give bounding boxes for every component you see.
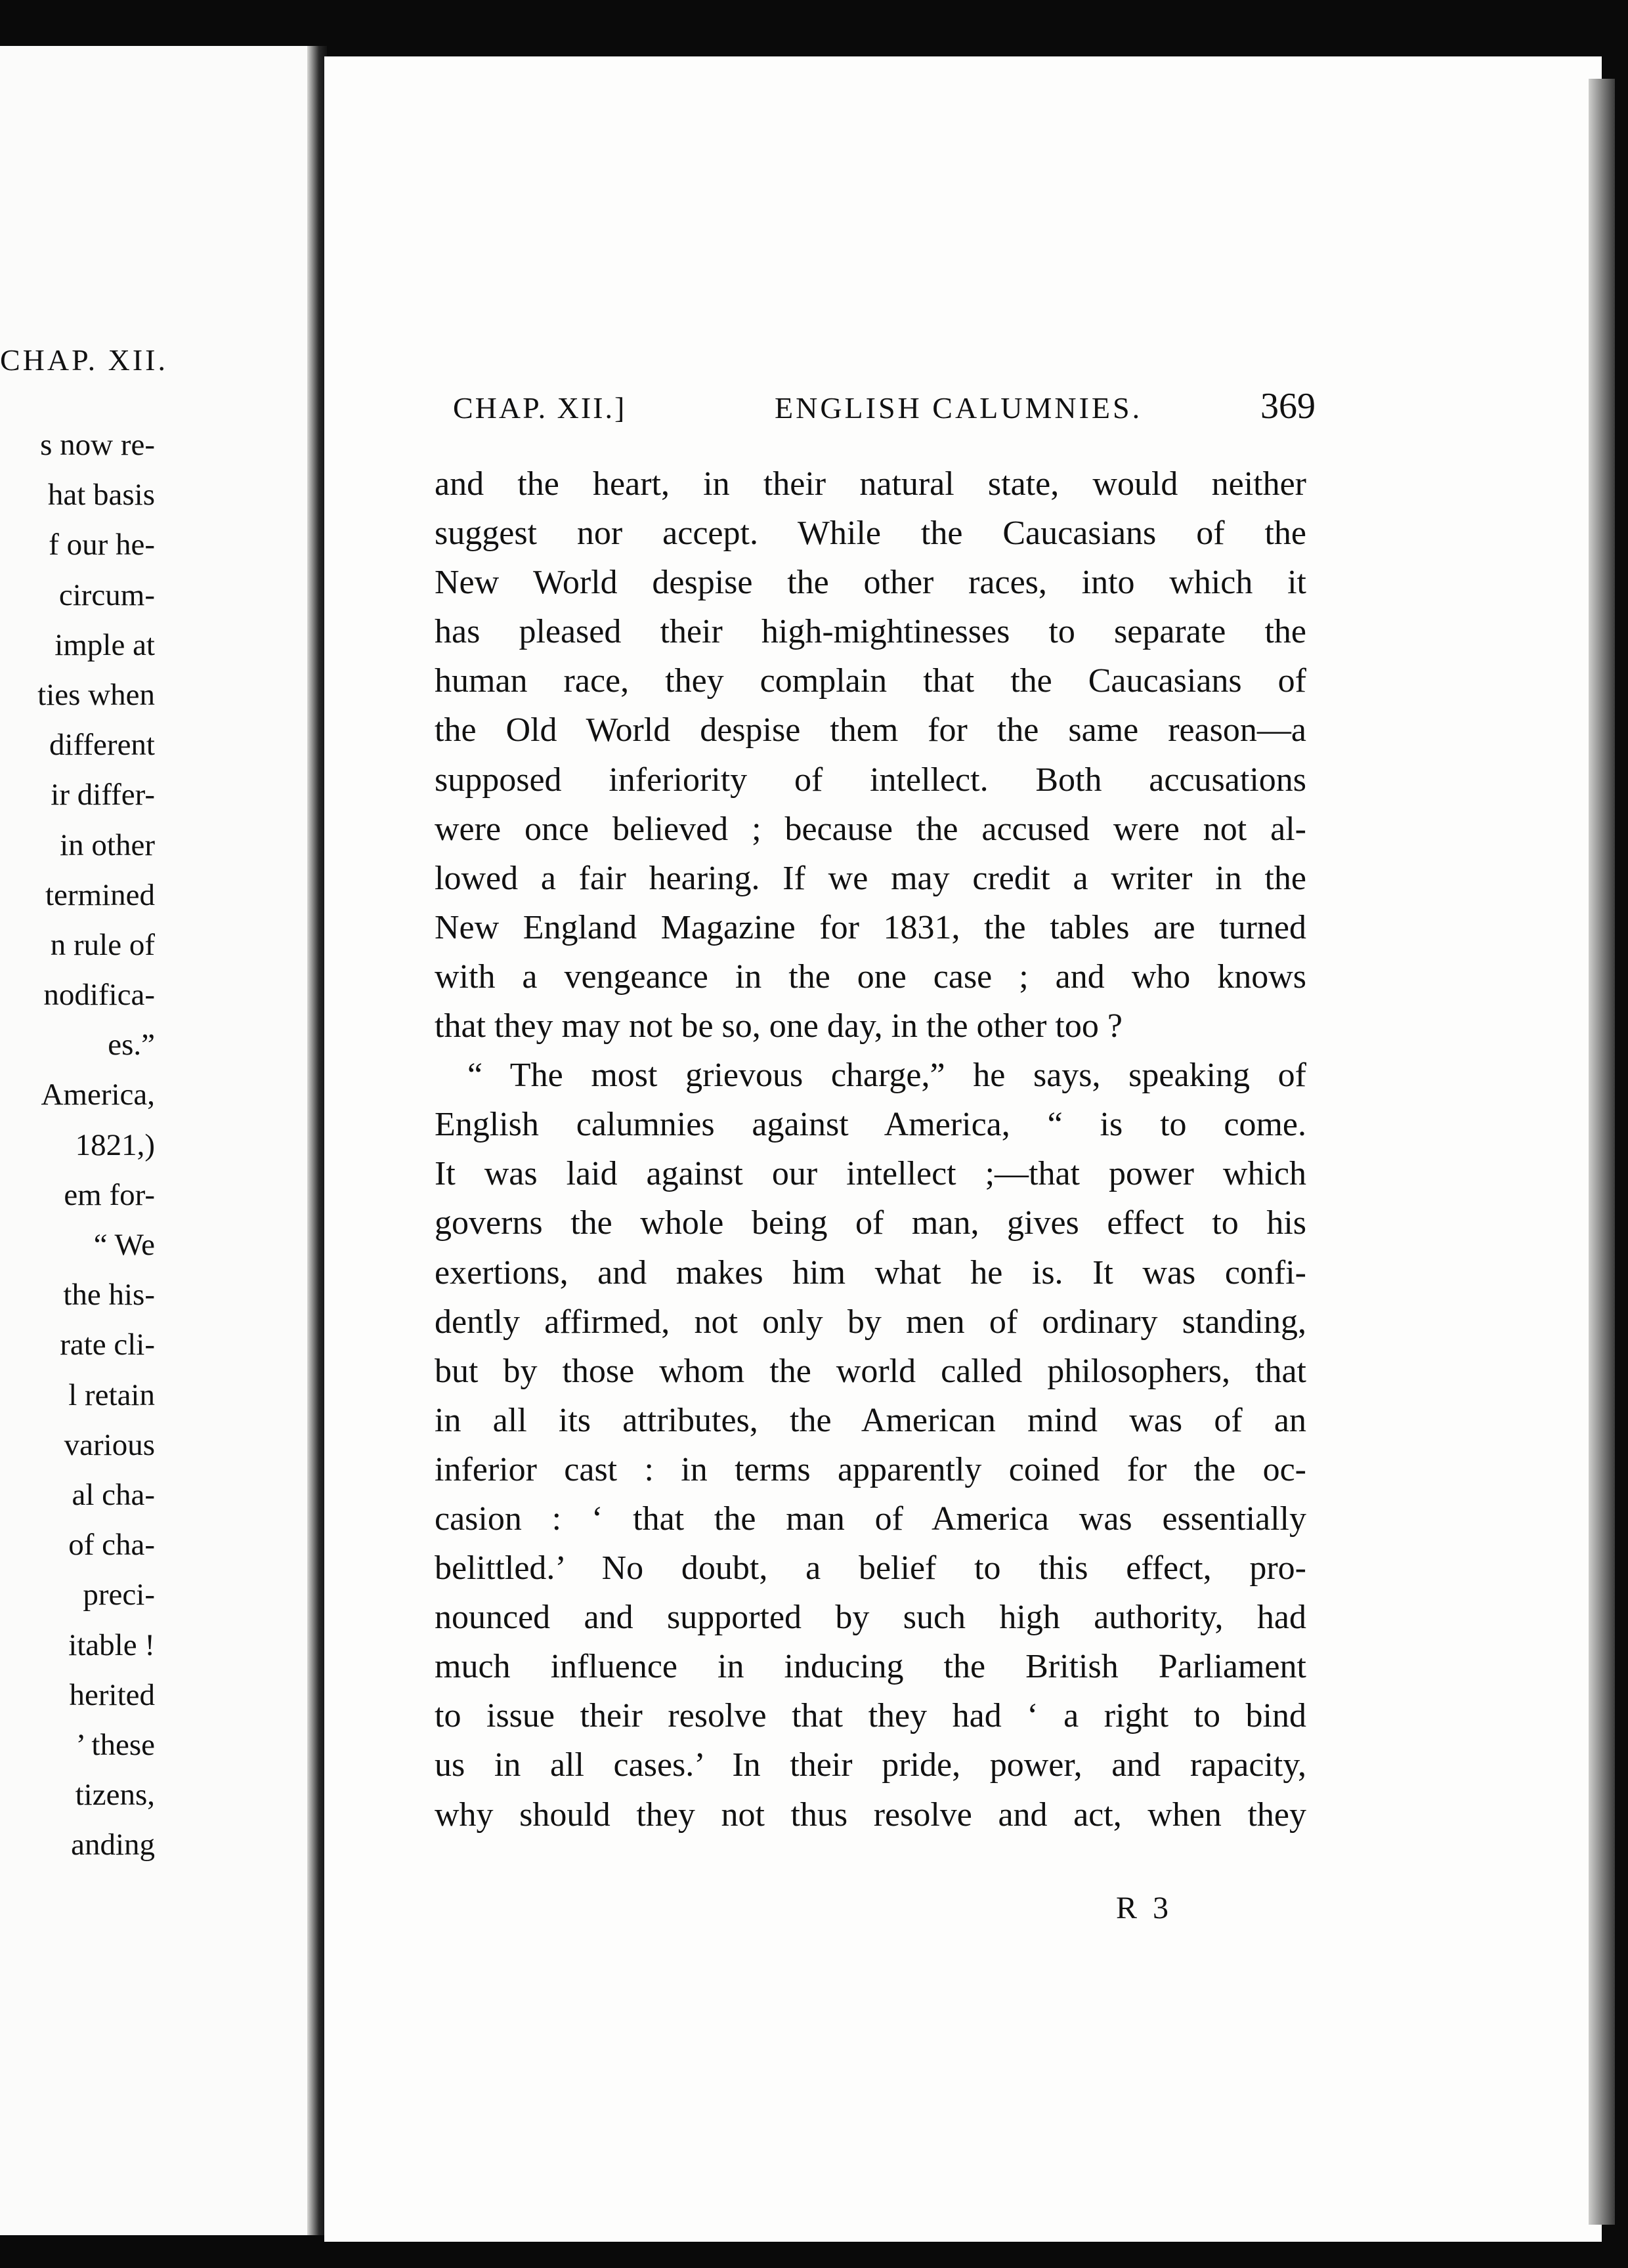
facing-page-text bbox=[0, 420, 155, 1870]
text-line: nounced and supported by such high authority, had bbox=[435, 1599, 1306, 1637]
text-line: the Old World despise them for the same reason—a bbox=[435, 711, 1306, 749]
running-head bbox=[453, 386, 1316, 436]
text-line: em for- bbox=[64, 1177, 155, 1212]
text-line: s now re- bbox=[40, 428, 155, 462]
text-line: with a vengeance in the one case ; and who knows bbox=[435, 957, 1306, 996]
text-line: f our he- bbox=[49, 528, 155, 562]
text-line: has pleased their high-mightinesses to separate the bbox=[435, 613, 1306, 651]
text-line: It was laid against our intellect ;—that power which bbox=[435, 1155, 1306, 1193]
text-line: much influence in inducing the British Parliament bbox=[435, 1648, 1306, 1686]
text-line: nodifica- bbox=[43, 978, 155, 1013]
signature-mark: R 3 bbox=[1116, 1891, 1173, 1925]
text-line: 1821,) bbox=[75, 1127, 155, 1162]
page-title: ENGLISH CALUMNIES. bbox=[775, 391, 1143, 425]
text-line: l retain bbox=[68, 1377, 155, 1412]
text-line: to issue their resolve that they had ‘ a right to bind bbox=[435, 1697, 1306, 1735]
text-line: herited bbox=[69, 1677, 155, 1712]
text-line: es.” bbox=[108, 1028, 155, 1062]
text-line: “ We bbox=[93, 1228, 155, 1262]
text-line: termined bbox=[45, 877, 155, 912]
text-line: al cha- bbox=[72, 1477, 155, 1512]
text-line: lowed a fair hearing. If we may credit a writer in the bbox=[435, 859, 1306, 897]
text-line: us in all cases.’ In their pride, power, and rapacity, bbox=[435, 1746, 1306, 1784]
text-line: n rule of bbox=[50, 927, 155, 962]
text-line: casion : ‘ that the man of America was essentially bbox=[435, 1500, 1306, 1538]
text-line: dently affirmed, not only by men of ordinary standing, bbox=[435, 1303, 1306, 1341]
text-line: anding bbox=[71, 1828, 155, 1862]
text-line: hat basis bbox=[47, 478, 155, 513]
text-line: ’ these bbox=[75, 1727, 155, 1762]
text-line: imple at bbox=[54, 627, 155, 662]
text-line: New World despise the other races, into which it bbox=[435, 564, 1306, 602]
text-line: but by those whom the world called philosophers, that bbox=[435, 1352, 1306, 1390]
text-line: circum- bbox=[58, 578, 155, 612]
text-line: in all its attributes, the American mind was of an bbox=[435, 1401, 1306, 1439]
text-line: that they may not be so, one day, in the other too ? bbox=[435, 1007, 1123, 1045]
facing-page-header: CHAP. XII. bbox=[0, 343, 168, 377]
text-line: why should they not thus resolve and act, when they bbox=[435, 1796, 1306, 1834]
text-line: English calumnies against America, “ is to come. bbox=[435, 1106, 1306, 1144]
text-line: human race, they complain that the Caucasians of bbox=[435, 662, 1306, 700]
chapter-label: CHAP. XII.] bbox=[453, 391, 627, 425]
text-line: tizens, bbox=[75, 1778, 155, 1813]
text-line: of cha- bbox=[68, 1528, 155, 1563]
text-line: itable ! bbox=[68, 1628, 155, 1662]
body-text bbox=[435, 459, 1306, 1839]
text-line: different bbox=[49, 728, 155, 763]
text-line: belittled.’ No doubt, a belief to this effect, pro- bbox=[435, 1549, 1306, 1587]
text-line: America, bbox=[41, 1078, 155, 1112]
text-line: exertions, and makes him what he is. It was confi- bbox=[435, 1253, 1306, 1292]
text-line: ties when bbox=[37, 677, 155, 712]
text-line: various bbox=[64, 1427, 155, 1462]
page-edge bbox=[1589, 79, 1615, 2225]
text-line: and the heart, in their natural state, would neither bbox=[435, 465, 1306, 503]
text-line: governs the whole being of man, gives effect to his bbox=[435, 1204, 1306, 1242]
text-line: the his- bbox=[63, 1278, 155, 1312]
text-line: New England Magazine for 1831, the tables are turned bbox=[435, 908, 1306, 946]
page-number: 369 bbox=[1260, 386, 1316, 427]
text-line: “ The most grievous charge,” he says, speaking of bbox=[467, 1057, 1306, 1095]
text-line: supposed inferiority of intellect. Both accusations bbox=[435, 761, 1306, 799]
text-line: ir differ- bbox=[51, 778, 155, 812]
text-line: suggest nor accept. While the Caucasians of the bbox=[435, 514, 1306, 553]
text-line: rate cli- bbox=[60, 1328, 155, 1362]
facing-page bbox=[0, 46, 316, 2235]
text-line: preci- bbox=[83, 1578, 155, 1612]
text-line: inferior cast : in terms apparently coined for the oc- bbox=[435, 1450, 1306, 1488]
text-line: were once believed ; because the accused were not al- bbox=[435, 810, 1306, 848]
text-line: in other bbox=[60, 828, 155, 862]
